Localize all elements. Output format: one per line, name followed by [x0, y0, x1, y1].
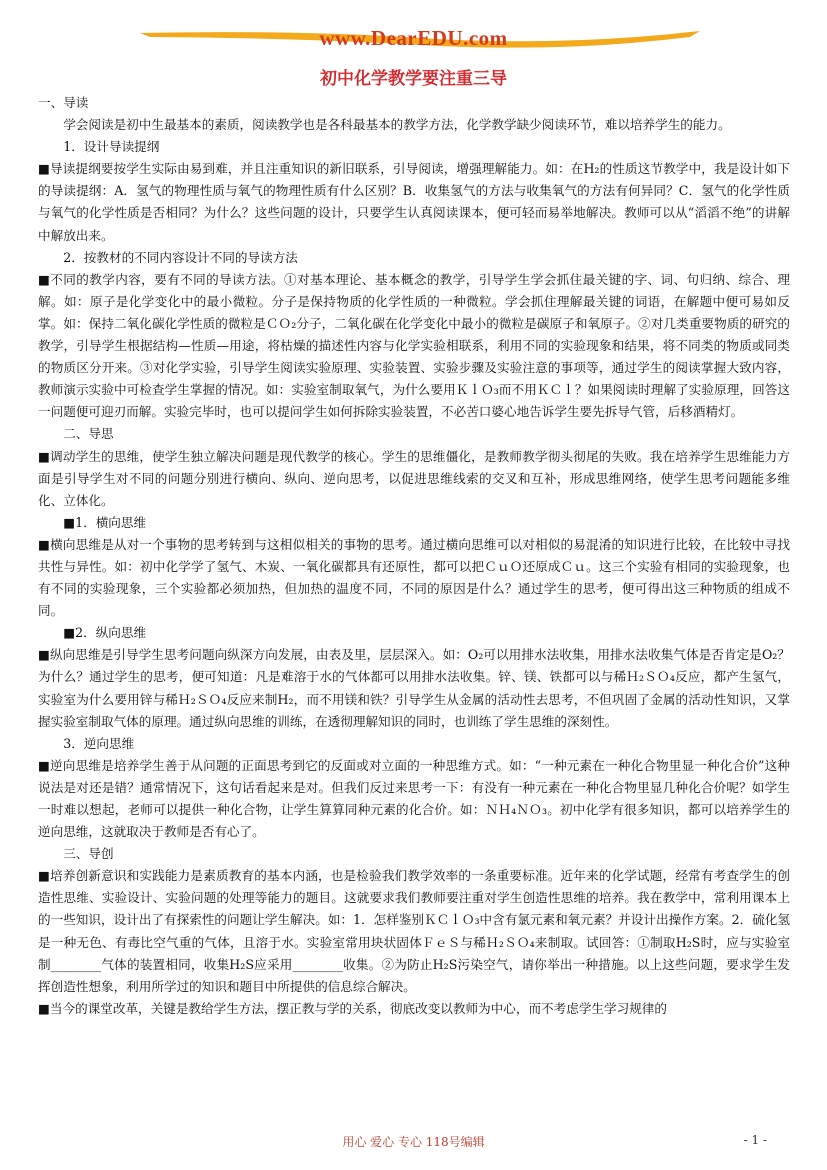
paragraph: 学会阅读是初中生最基本的素质，阅读教学也是各科最基本的教学方法，化学教学缺少阅读环节，难以培养学生的能力。 — [38, 117, 731, 133]
site-url[interactable]: www.DearEDU.com — [319, 26, 508, 50]
paragraph: ■纵向思维是引导学生思考问题向纵深方向发展，由表及里，层层深入。如：O₂可以用排水法收集，用排水法收集气体是否肯定是O₂？为什么？通过学生的思考，便可知道：凡是难溶于水的气体都可以用排水法收集。锌、镁、铁都可以与稀Ｈ₂ＳＯ₄反应，都产生氢气，实验室为什么要用锌与稀Ｈ₂ＳＯ₄反应来制H₂，而不用镁和铁？引导学生从金属的活动性去思考，不但巩固了金属的活动性知识，又掌握实验室制取气体的原理。通过纵向思维的训练，在透彻理解知识的同时，也训练了学生思维的深刻性。 — [38, 647, 790, 729]
page-number: - 1 - — [743, 1133, 767, 1147]
section-heading: 二、导思 — [38, 426, 114, 442]
paragraph: ■不同的教学内容，要有不同的导读方法。①对基本理论、基本概念的教学，引导学生学会抓住最关键的字、词、句归纳、综合、理解。如：原子是化学变化中的最小微粒。分子是保持物质的化学性质的一种微粒。学会抓住理解最关键的词语，在解题中便可易如反掌。如：保持二氧化碳化学性质的微粒是ＣＯ₂分子，二氧化碳在化学变化中最小的微粒是碳原子和氧原子。②对几类重要物质的研究的教学，引导学生根据结构—性质—用途，将枯燥的描述性内容与化学实验相联系，利用不同的实验现象和结果，将不同类的物质或同类的物质区分开来。③对化学实验，引导学生阅读实验原理、实验装置、实验步骤及实验注意的事项等，通过学生的阅读掌握大致内容，教师演示实验中可检查学生掌握的情况。如：实验室制取氧气，为什么要用ＫｌＯ₃而不用ＫＣｌ？如果阅读时理解了实验原理，回答这一问题便可迎刃而解。实验完毕时，也可以提问学生如何拆除实验装置，不必苦口婆心地告诉学生要先拆导气管，后移酒精灯。 — [38, 271, 790, 420]
paragraph: ■横向思维是从对一个事物的思考转到与这相似相关的事物的思考。通过横向思维可以对相似的易混淆的知识进行比较，在比较中寻找共性与异性。如：初中化学学了氢气、木炭、一氧化碳都具有还原性，都可以把ＣｕＯ还原成Ｃｕ。这三个实验有相同的实验现象，也有不同的实验现象，三个实验都必须加热，但加热的温度不同，不同的原因是什么？通过学生的思考，便可得出这三种物质的组成不同。 — [38, 536, 790, 619]
document-title: 初中化学教学要注重三导 — [320, 69, 507, 89]
header-banner — [0, 0, 827, 60]
subsection-heading: 1．设计导读提纲 — [38, 139, 160, 155]
section-heading: 一、导读 — [38, 95, 89, 110]
subsection-heading: 3．逆向思维 — [38, 735, 135, 751]
subsection-heading: 2．按教材的不同内容设计不同的导读方法 — [38, 249, 298, 265]
paragraph: ■导读提纲要按学生实际由易到难，并且注重知识的新旧联系，引导阅读，增强理解能力。如：在H₂的性质这节教学中，我是设计如下的导读提纲：A．氢气的物理性质与氧气的物理性质有什么区别？B．收集氢气的方法与收集氧气的方法有何异同？C．氢气的化学性质与氧气的化学性质是否相同？为什么？这些问题的设计，只要学生认真阅读课本，便可轻而易举地解决。教师可以从“滔滔不绝”的讲解中解放出来。 — [38, 161, 790, 243]
subsection-heading: ■2．纵向思维 — [38, 625, 147, 641]
section-heading: 三、导创 — [38, 846, 114, 862]
footer-text: 用心 爱心 专心 118号编辑 — [342, 1135, 485, 1149]
subsection-heading: ■1．横向思维 — [38, 514, 147, 530]
paragraph: ■当今的课堂改革，关键是教给学生方法，摆正教与学的关系，彻底改变以教师为中心，而不考虑学生学习规律的 — [38, 1000, 667, 1016]
article-body — [38, 92, 790, 1020]
paragraph: ■逆向思维是培养学生善于从问题的正面思考到它的反面或对立面的一种思维方式。如：“一种元素在一种化合物里显一种化合价”这种说法是对还是错？通常情况下，这句话看起来是对。但我们反过来思考一下：有没有一种元素在一种化合物里显几种化合价呢？如学生一时难以想起，老师可以提供一种化合物，让学生算算同种元素的化合价。如：ＮＨ₄ＮＯ₃。初中化学有很多知识，都可以培养学生的逆向思维，这就取决于教师是否有心了。 — [38, 757, 790, 840]
paragraph: ■调动学生的思维，使学生独立解决问题是现代教学的核心。学生的思维僵化，是教师教学彻头彻尾的失败。我在培养学生思维能力方面是引导学生对不同的问题分别进行横向、纵向、逆向思考，以促进思维线索的交叉和互补，形成思维网络，使学生思考问题能多维化、立体化。 — [38, 448, 790, 508]
paragraph: ■培养创新意识和实践能力是素质教育的基本内涵，也是检验我们教学效率的一条重要标准。近年来的化学试题，经常有考查学生的创造性思维、实验设计、实验问题的处理等能力的题目。这就要求我们教师要注重对学生创造性思维的培养。我在教学中，常利用课本上的一些知识，设计出了有探索性的问题让学生解决。如：1．怎样鉴别ＫＣｌＯ₃中含有氯元素和氧元素？并设计出操作方案。2．硫化氢是一种无色、有毒比空气重的气体，且溶于水。实验室常用块状固体ＦｅＳ与稀Ｈ₂ＳＯ₄来制取。试回答：①制取H₂S时，应与实验室制________气体的装置相同，收集H₂S应采用________收集。②为防止H₂S污染空气，请你举出一种措施。以上这些问题，要求学生发挥创造性想象，利用所学过的知识和题目中所提供的信息综合解决。 — [38, 868, 790, 994]
